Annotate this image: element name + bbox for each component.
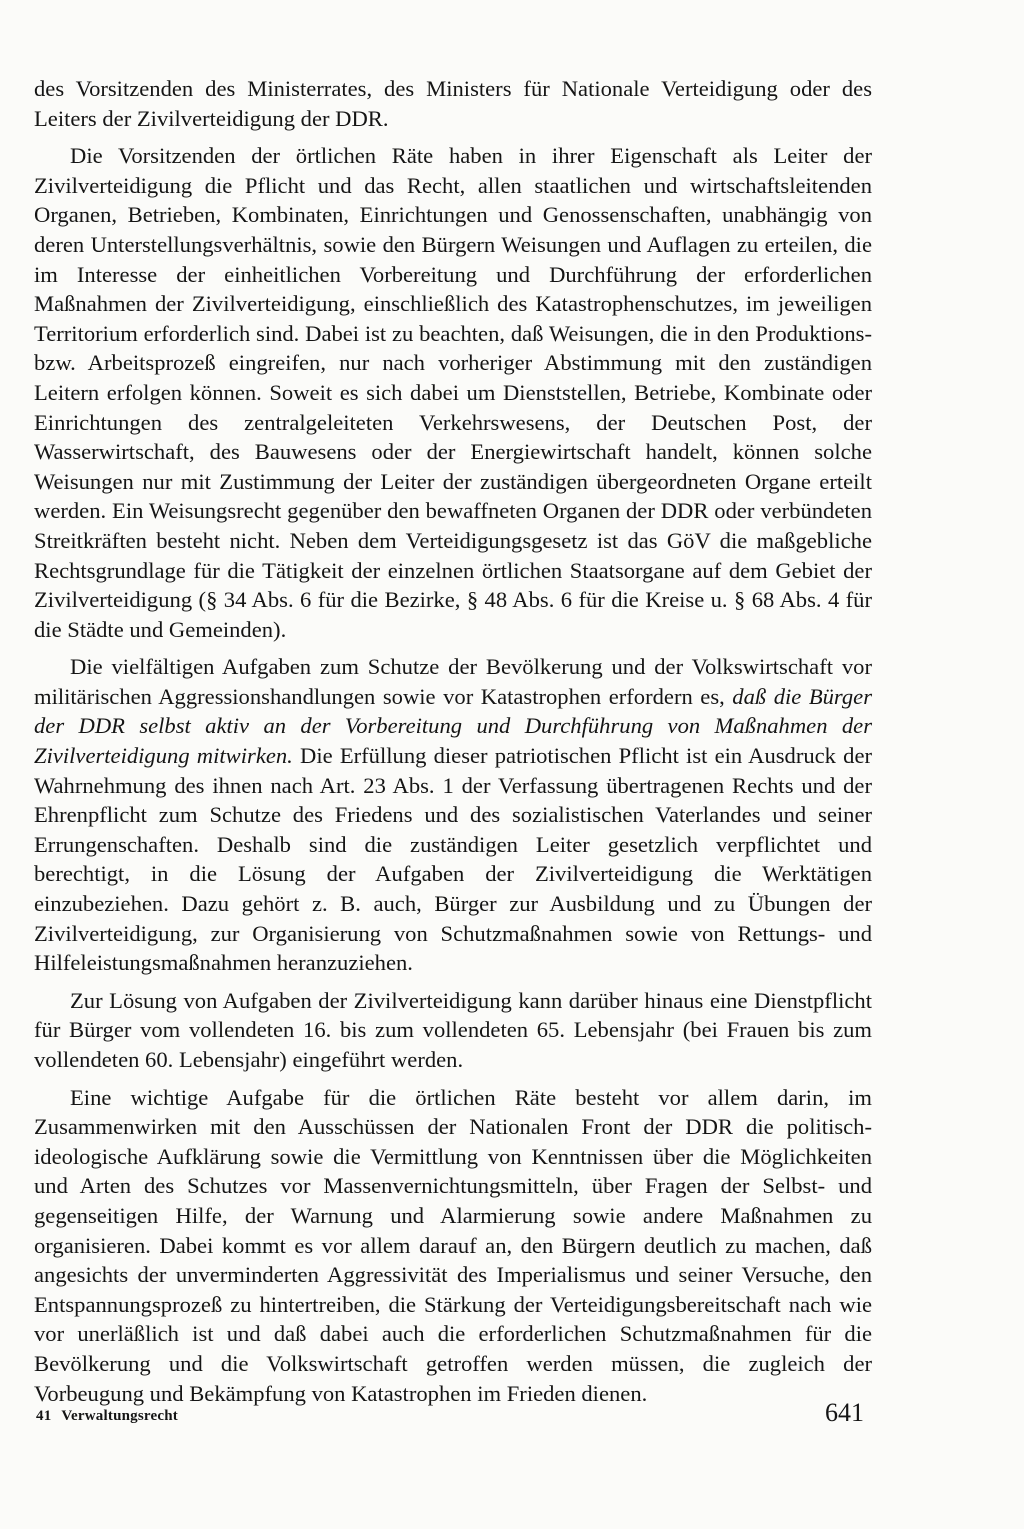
signature-title: Verwaltungsrecht (61, 1408, 178, 1424)
body-text (34, 74, 872, 1416)
paragraph-text: Die Erfüllung dieser patriotischen Pflicht ist ein Ausdruck der Wahrnehmung des ihnen nach Art. 23 Abs. 1 der Verfassung übertragenen Rechts und der Ehrenpflicht zum Schutze des Friedens und des sozialistischen Vaterlandes und seiner Errungenschaften. Deshalb sind die zuständigen Leiter gesetzlich verpflichtet und berechtigt, in die Lösung der Aufgaben der Zivilverteidigung die Werktätigen einzubeziehen. Dazu gehört z. B. auch, Bürger zur Ausbildung und zu Übungen der Zivilverteidigung, zur Organisierung von Schutzmaßnahmen sowie von Rettungs- und Hilfeleistungsmaßnahmen heranzuziehen. (34, 743, 873, 976)
emphasis-text: daß die Bürger der DDR selbst aktiv an der Vorbereitung und Durchführung von Maßnahmen der Zivilverteidigung mitwirken. (34, 683, 873, 769)
paragraph (34, 986, 872, 1075)
paragraph (34, 1083, 872, 1409)
paragraph-text: Die vielfältigen Aufgaben zum Schutze der Bevölkerung und der Volkswirtschaft vor militärischen Aggressionshandlungen sowie vor Katastrophen erfordern es, (34, 654, 872, 709)
paragraph-text: Zur Lösung von Aufgaben der Zivilverteidigung kann darüber hinaus eine Dienstpflicht für Bürger vom vollendeten 16. bis zum vollendeten 65. Lebensjahr (bei Frauen bis zum vollendeten 60. Lebensjahr) eingeführt werden. (34, 987, 872, 1072)
paragraph (34, 652, 872, 978)
signature-number: 41 (36, 1408, 52, 1424)
paragraph-text: Eine wichtige Aufgabe für die örtlichen Räte besteht vor allem darin, im Zusammenwirken mit den Ausschüssen der Nationalen Front der DDR die politisch-ideologische Aufklärung sowie die Vermittlung von Kenntnissen über die Möglichkeiten und Arten des Schutzes vor Massenvernichtungsmitteln, über Fragen der Selbst- und gegenseitigen Hilfe, der Warnung und Alarmierung sowie andere Maßnahmen zu organisieren. Dabei kommt es vor allem darauf an, den Bürgern deutlich zu machen, daß angesichts der unverminderten Aggressivität des Imperialismus und seiner Versuche, den Entspannungsprozeß zu hintertreiben, die Stärkung der Verteidigungsbereitschaft nach wie vor unerläßlich ist und daß dabei auch die erforderlichen Schutzmaßnahmen für die Bevölkerung und die Volkswirtschaft getroffen werden müssen, die zugleich der Vorbeugung und Bekämpfung von Katastrophen im Frieden dienen. (34, 1084, 872, 1406)
paragraph-text: Die Vorsitzenden der örtlichen Räte haben in ihrer Eigenschaft als Leiter der Zivilverteidigung die Pflicht und das Recht, allen staatlichen und wirtschaftsleitenden Organen, Betrieben, Kombinaten, Einrichtungen und Genossenschaften, unabhängig von deren Unterstellungsverhältnis, sowie den Bürgern Weisungen und Auflagen zu erteilen, die im Interesse der einheitlichen Vorbereitung und Durchführung der erforderlichen Maßnahmen der Zivilverteidigung, einschließlich des Katastrophenschutzes, im jeweiligen Territorium erforderlich sind. Dabei ist zu beachten, daß Weisungen, die in den Produktions- bzw. Arbeitsprozeß eingreifen, nur nach vorheriger Abstimmung mit den zuständigen Leitern erfolgen können. Soweit es sich dabei um Dienststellen, Betriebe, Kombinate oder Einrichtungen des zentralgeleiteten Verkehrswesens, der Deutschen Post, der Wasserwirtschaft, des Bauwesens oder der Energiewirtschaft handelt, können solche Weisungen nur mit Zustimmung der Leiter der zuständigen übergeordneten Organe erteilt werden. Ein Weisungsrecht gegenüber den bewaffneten Organen der DDR oder verbündeten Streitkräften besteht nicht. Neben dem Verteidigungsgesetz ist das GöV die maßgebliche Rechtsgrundlage für die Tätigkeit der einzelnen örtlichen Staatsorgane auf dem Gebiet der Zivilverteidigung (§ 34 Abs. 6 für die Bezirke, § 48 Abs. 6 für die Kreise u. § 68 Abs. 4 für die Städte und Gemeinden). (34, 143, 872, 642)
paragraph (34, 141, 872, 644)
printer-signature (36, 1408, 178, 1425)
page-footer (34, 1398, 872, 1438)
paragraph-text: des Vorsitzenden des Ministerrates, des Ministers für Nationale Verteidigung oder des Leiters der Zivilverteidigung der DDR. (34, 76, 872, 131)
paragraph (34, 74, 872, 133)
page-number: 641 (825, 1398, 864, 1427)
